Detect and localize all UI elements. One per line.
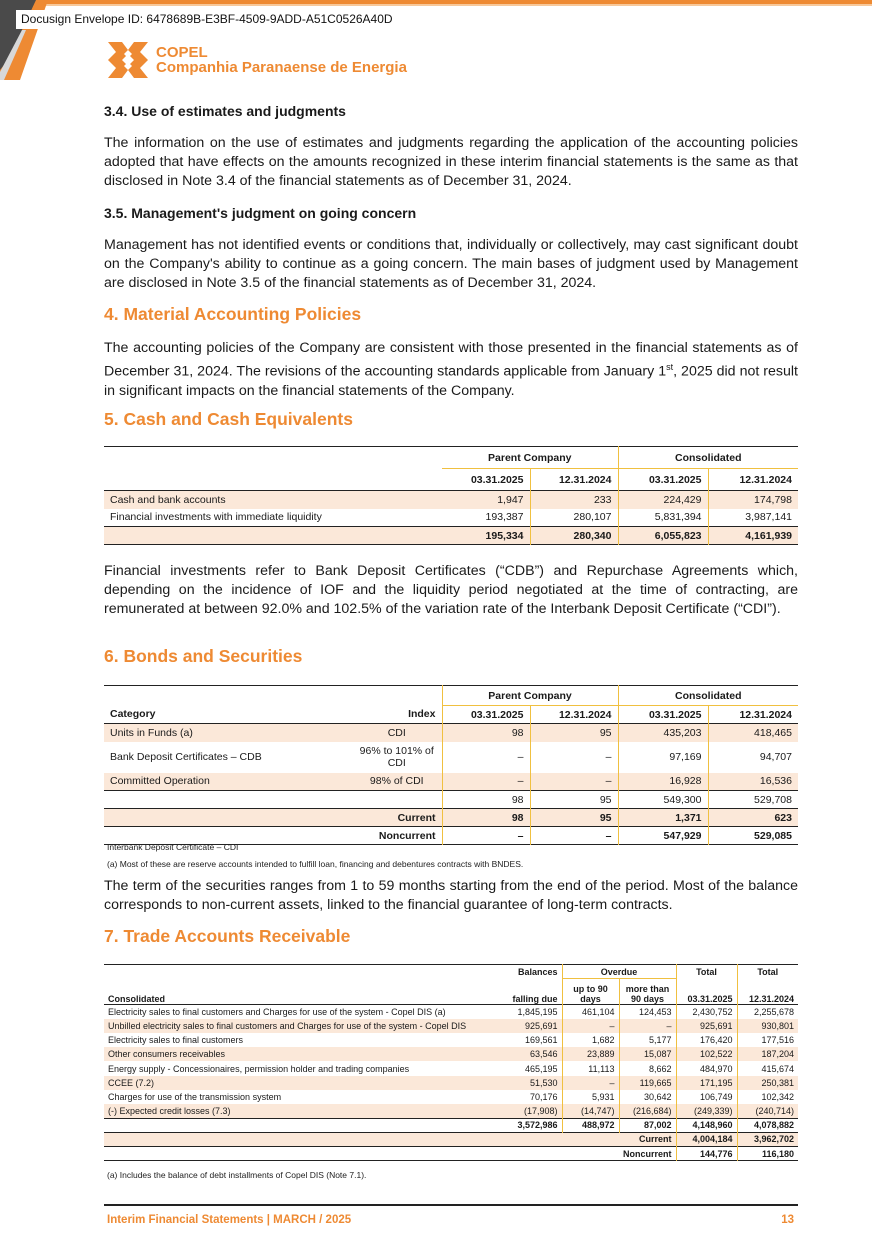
header-category: Category: [110, 708, 156, 721]
table-noncurrent-row: Noncurrent – – 547,929 529,085: [104, 827, 798, 845]
section-5-body: Financial investments refer to Bank Deposit Certificates (“CDB”) and Repurchase Agreements which, depending on the incidence of IOF and the liquidity period negotiated at the time of contracting, are remunerated at between 92.0% and 102.5% of the variation rate of the Interbank Deposit Certificate (“CDI”).: [104, 563, 798, 617]
header-consolidated: Consolidated: [618, 686, 798, 706]
bonds-table-wrapper: [104, 685, 798, 845]
copel-logo: [106, 40, 407, 80]
table-total-row: 98 95 549,300 529,708: [104, 791, 798, 809]
table-noncurrent-row: Noncurrent 144,776 116,180: [104, 1147, 798, 1161]
table-row: Electricity sales to final customers and Charges for use of the system - Copel DIS (a) 1,845,195 461,104 124,453 2,430,752 2,255,678: [104, 1005, 798, 1019]
docusign-envelope-id: Docusign Envelope ID: 6478689B-E3BF-4509-9ADD-A51C0526A40D: [16, 10, 399, 29]
table-row: (-) Expected credit losses (7.3) (17,908) (14,747) (216,684) (249,339) (240,714): [104, 1104, 798, 1118]
table-total-row: 195,334 280,340 6,055,823 4,161,939: [104, 527, 798, 545]
header-date: 12.31.2024: [530, 469, 618, 491]
section-3-5-title: 3.5. Management's judgment on going concern: [104, 205, 417, 221]
receivables-note-a: (a) Includes the balance of debt installments of Copel DIS (Note 7.1).: [107, 1170, 367, 1180]
cash-equivalents-table: [104, 446, 798, 545]
header-date: 03.31.2025: [618, 469, 708, 491]
section-3-4-title: 3.4. Use of estimates and judgments: [104, 103, 346, 119]
section-3-5-body: Management has not identified events or conditions that, individually or collectively, may cast significant doubt on the Company's ability to continue as a going concern. The main bases of judgment used by Management are disclosed in Note 3.5 of the financial statements as of December 31, 2024.: [104, 237, 798, 291]
table-row: Units in Funds (a) CDI 98 95 435,203 418,465: [104, 724, 798, 742]
table-row: Unbilled electricity sales to final customers and Charges for use of the system - Copel DIS 925,691 – – 925,691 930,801: [104, 1019, 798, 1033]
section-6-title: 6. Bonds and Securities: [104, 646, 303, 666]
table-row: Bank Deposit Certificates – CDB 96% to 101% of CDI – – 97,169 94,707: [104, 742, 798, 773]
receivables-rows: [104, 1005, 798, 1119]
table-row: Electricity sales to final customers 169,561 1,682 5,177 176,420 177,516: [104, 1033, 798, 1047]
bonds-securities-table: Parent Company Consolidated Category Index 03.31.2025 12.31.2024 03.31.2025 12.31.2024 Units in Funds (a) CDI 98 95 435,203 418,465 Bank Deposit Certificates – CDB 96% to 101% of CDI – – 97,169 94,707 Committed Operation 98% of CDI – – 16,928 16,536 98 95 549,300 529,708 Current 98 95 1,371 623 Noncurrent – – 547,929 529,085: [104, 685, 798, 845]
section-7-title: 7. Trade Accounts Receivable: [104, 926, 351, 946]
table-row: Committed Operation 98% of CDI – – 16,928 16,536: [104, 773, 798, 791]
table-current-row: Current 98 95 1,371 623: [104, 809, 798, 827]
copel-logo-icon: [106, 40, 150, 80]
header-index: Index: [352, 706, 442, 724]
section-4-title: 4. Material Accounting Policies: [104, 304, 362, 324]
page-number: 13: [781, 1214, 794, 1226]
table-row: CCEE (7.2) 51,530 – 119,665 171,195 250,381: [104, 1076, 798, 1090]
table-current-row: Current 4,004,184 3,962,702: [104, 1132, 798, 1146]
section-3-4-body: The information on the use of estimates and judgments regarding the application of the accounting policies adopted that have effects on the amounts recognized in these interim financial statements is the same as that disclosed in Note 3.4 of the financial statements as of December 31, 2024.: [104, 135, 798, 189]
bonds-note-cdi: Interbank Deposit Certificate – CDI: [107, 842, 239, 852]
header-consolidated: Consolidated: [618, 447, 798, 469]
table-row: Charges for use of the transmission system 70,176 5,931 30,642 106,749 102,342: [104, 1090, 798, 1104]
header-date: 12.31.2024: [739, 473, 792, 486]
section-4-body: The accounting policies of the Company are consistent with those presented in the financial statements as of December 31, 2024. The revisions of the accounting standards applicable from January 1st, 2025 did not result in significant impacts on the financial statements of the Company.: [104, 340, 799, 399]
table-row: Energy supply - Concessionaires, permission holder and trading companies 465,195 11,113 8,662 484,970 415,674: [104, 1061, 798, 1075]
table-row: Financial investments with immediate liquidity 193,387 280,107 5,831,394 3,987,141: [104, 509, 798, 527]
table-total-row: 3,572,986 488,972 87,002 4,148,960 4,078,882: [104, 1118, 798, 1132]
cash-table-wrapper: [104, 446, 798, 545]
top-accent-bar-light: [0, 4, 872, 6]
bonds-note-a: (a) Most of these are reserve accounts intended to fulfill loan, financing and debentures contracts with BNDES.: [107, 859, 524, 869]
trade-receivables-table: Balances Overdue Total Total Consolidated falling due up to 90 days more than 90 days 03.31.2025 12.31.2024 Electricity sales to final customers and Charges for use of the system - Copel DIS (a) 1,845,195 461,104 124,453 2,430,752 2,255,678 Unbilled electricity sales to final customers and Charges for use of the system - Copel DIS 925,691 – – 925,691 930,801 Electricity sales to final customers 169,561 1,682 5,177 176,420 177,516 Other consumers receivables 63,546 23,889 15,087 102,522 187,204 Energy supply - Concessionaires, permission holder and trading companies 465,195 11,113 8,662 484,970 415,674 CCEE (7.2) 51,530 – 119,665 171,195 250,381 Charges for use of the transmission system 70,176 5,931 30,642 106,749 102,342 (-) Expected credit losses (7.3) (17,908) (14,747) (216,684) (249,339) (240,714) 3,572,986 488,972 87,002 4,148,960 4,078,882 Current 4,004,184 3,962,702 Noncurrent 144,776 116,180: [104, 964, 798, 1161]
header-date: 03.31.2025: [442, 469, 530, 491]
logo-line-2: Companhia Paranaense de Energia: [156, 59, 407, 76]
header-parent-company: Parent Company: [442, 686, 618, 706]
section-5-title: 5. Cash and Cash Equivalents: [104, 409, 353, 429]
section-6-body: The term of the securities ranges from 1 to 59 months starting from the end of the period. Most of the balance corresponds to non-current assets, linked to the financial guarantee of long-term contracts.: [104, 878, 798, 913]
footer-divider: [104, 1204, 798, 1206]
table-row: Cash and bank accounts 1,947 233 224,429 174,798: [104, 491, 798, 509]
receivables-table-wrapper: [104, 964, 798, 1161]
header-parent-company: Parent Company: [442, 447, 618, 469]
table-row: Other consumers receivables 63,546 23,889 15,087 102,522 187,204: [104, 1047, 798, 1061]
logo-line-1: COPEL: [156, 44, 208, 61]
footer-title: Interim Financial Statements | MARCH / 2025: [107, 1214, 352, 1226]
